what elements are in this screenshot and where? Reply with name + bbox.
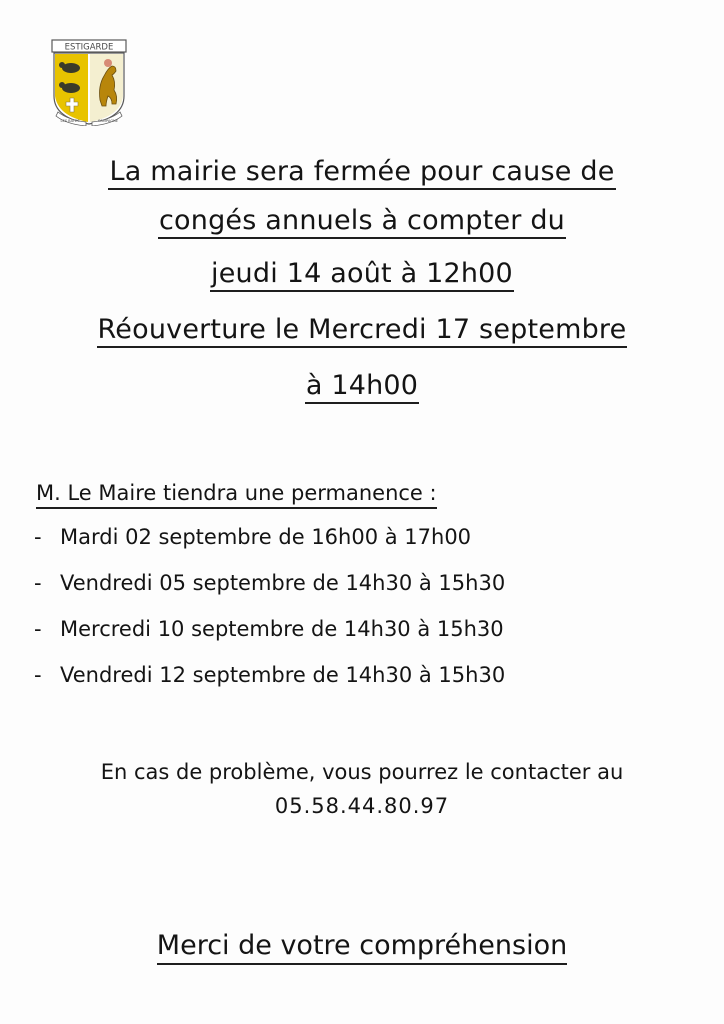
crest-banner-left: LES BAYES bbox=[60, 119, 80, 123]
crest-shield-icon bbox=[50, 38, 128, 126]
municipal-crest bbox=[50, 38, 128, 126]
notice-line-closing-date: jeudi 14 août à 12h00 bbox=[0, 258, 724, 292]
contact-text: En cas de problème, vous pourrez le contacter au bbox=[100, 760, 624, 784]
permanence-list bbox=[34, 522, 505, 706]
contact-phone: 05.58.44.80.97 bbox=[274, 794, 450, 818]
crest-title: ESTIGARDE bbox=[64, 42, 114, 53]
notice-line-closure: La mairie sera fermée pour cause de bbox=[0, 156, 724, 190]
permanence-item: - Vendredi 05 septembre de 14h30 à 15h30 bbox=[34, 571, 506, 595]
crest-banner-right: CAMPAGNE bbox=[97, 119, 119, 123]
notice-line-reason: congés annuels à compter du bbox=[0, 205, 724, 239]
permanence-title: M. Le Maire tiendra une permanence : bbox=[36, 480, 437, 509]
permanence-item: - Mardi 02 septembre de 16h00 à 17h00 bbox=[34, 525, 472, 549]
notice-line-reopening-time: à 14h00 bbox=[0, 370, 724, 404]
permanence-item: - Mercredi 10 septembre de 14h30 à 15h30 bbox=[34, 617, 504, 641]
permanence-item: - Vendredi 12 septembre de 14h30 à 15h30 bbox=[34, 663, 506, 687]
closing-message: Merci de votre compréhension bbox=[0, 930, 724, 965]
notice-line-reopening: Réouverture le Mercredi 17 septembre bbox=[0, 314, 724, 348]
